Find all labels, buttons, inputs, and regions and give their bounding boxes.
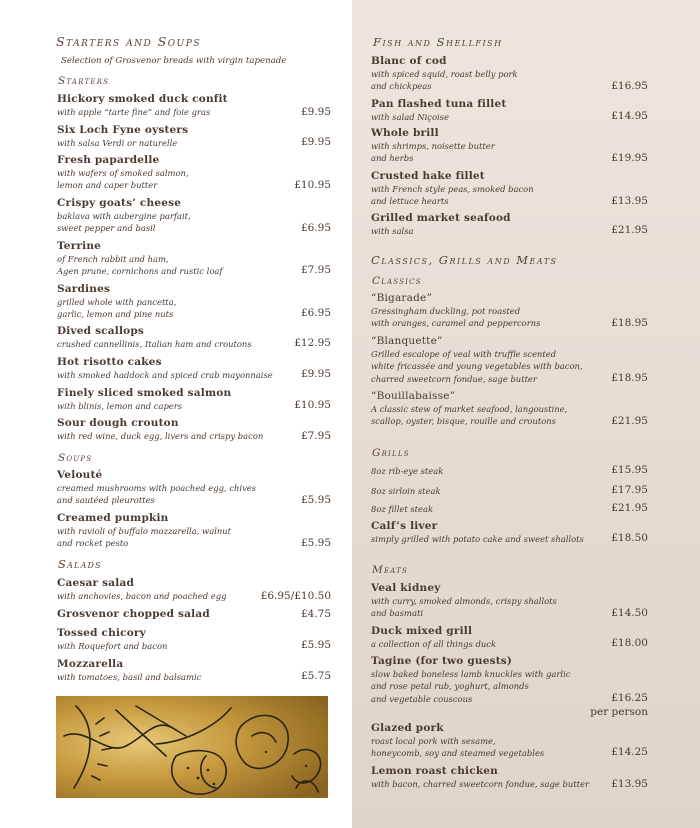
item-desc: and chickpeas (371, 81, 432, 92)
item-price: £16.95 (611, 80, 648, 92)
menu-item-hake-fillet (371, 170, 534, 208)
item-price: £6.95 (300, 307, 331, 319)
item-desc: with blinis, lemon and capers (57, 401, 183, 411)
item-name: Glazed pork (371, 722, 444, 734)
item-desc: of French rabbit and ham, (57, 254, 169, 264)
menu-item-mozzarella (57, 658, 201, 683)
item-name: Pan flashed tuna fillet (371, 98, 507, 110)
item-price: £5.75 (300, 670, 331, 682)
item-price: £21.95 (611, 415, 648, 427)
item-desc: lemon and caper butter (57, 180, 158, 191)
item-price: £12.95 (294, 337, 331, 349)
item-desc: and sautéed pleurottes (57, 495, 155, 506)
item-desc: grilled whole with pancetta, (57, 297, 177, 307)
item-desc: crushed cannellinis, Italian ham and croutons (57, 339, 252, 349)
item-desc: with apple “tarte fine” and foie gras (57, 107, 211, 117)
menu-item-terrine (57, 240, 222, 278)
item-price: £21.95 (611, 502, 648, 514)
item-name: Veal kidney (371, 582, 441, 594)
item-price: £14.25 (611, 746, 648, 758)
item-price: £19.95 (611, 152, 648, 164)
item-desc: Gressingham duckling, pot roasted (371, 306, 521, 316)
menu-item-tuna-fillet (371, 98, 506, 123)
item-price-note: per person (590, 706, 648, 718)
item-price: £6.95 (300, 222, 331, 234)
menu-item-risotto-cakes (57, 356, 273, 381)
menu-item-sour-dough-crouton (57, 417, 263, 442)
item-desc: with salsa Verdi or naturelle (57, 138, 178, 148)
item-price: £14.50 (611, 607, 648, 619)
menu-item-tossed-chicory (57, 627, 167, 652)
salads-heading: Salads (58, 557, 102, 571)
item-price: £17.95 (611, 484, 648, 496)
item-desc: and lettuce hearts (371, 196, 449, 207)
menu-item-oysters (57, 124, 188, 149)
item-price: £21.95 (611, 224, 648, 236)
item-name: Crusted hake fillet (371, 170, 485, 182)
menu-item-market-seafood (371, 212, 511, 237)
menu-item-duck-confit (57, 93, 228, 118)
item-desc: with French style peas, smoked bacon (371, 184, 534, 194)
item-desc: and rocket pesto (57, 538, 129, 549)
item-name: 8oz fillet steak (371, 504, 434, 514)
item-name: Fresh papardelle (57, 154, 160, 166)
menu-item-caesar-salad (57, 577, 226, 602)
menu-item-sardines (57, 283, 176, 321)
item-price: £13.95 (611, 778, 648, 790)
menu-item-rib-eye (371, 465, 443, 477)
item-desc: with anchovies, bacon and poached egg (57, 591, 227, 601)
item-name: “Bouillabaisse” (371, 390, 456, 402)
item-desc: and vegetable couscous (371, 693, 473, 704)
item-price: £9.95 (300, 106, 331, 118)
soups-heading: Soups (58, 452, 93, 464)
item-name: Hot risotto cakes (57, 356, 162, 368)
menu-item-veal-kidney (371, 582, 557, 620)
item-price: £7.95 (300, 264, 331, 276)
item-desc: with curry, smoked almonds, crispy shallots (371, 596, 557, 606)
item-desc: with shrimps, noisette butter (371, 141, 495, 151)
abstract-fruit-leaf-illustration (56, 696, 328, 798)
menu-item-duck-mixed-grill (371, 625, 496, 650)
item-desc: and herbs (371, 153, 414, 164)
menu-item-lemon-roast-chicken (371, 765, 589, 790)
item-price: £5.95 (300, 537, 331, 549)
item-desc: with tomatoes, basil and balsamic (57, 672, 202, 682)
item-desc: Grilled escalope of veal with truffle scented (371, 349, 557, 359)
meats-heading: Meats (372, 564, 408, 576)
item-price: £18.95 (611, 317, 648, 329)
item-name: Lemon roast chicken (371, 765, 499, 777)
item-name: Whole brill (371, 127, 439, 139)
item-price: £5.95 (300, 494, 331, 506)
item-desc: slow baked boneless lamb knuckles with garlic (371, 669, 571, 679)
menu-item-fillet-steak (371, 503, 433, 515)
menu-item-scallops (57, 325, 252, 350)
item-desc: with ravioli of buffalo mozzarella, walnut (57, 526, 232, 536)
item-name: “Bigarade” (371, 292, 433, 304)
menu-item-whole-brill (371, 127, 495, 165)
item-price: £14.95 (611, 110, 648, 122)
item-name: Terrine (57, 240, 102, 252)
artwork-svg (56, 696, 328, 798)
item-desc: white fricassée and young vegetables with bacon, (371, 361, 583, 372)
item-name: Grosvenor chopped salad (57, 608, 210, 620)
item-name: “Blanquette” (371, 335, 443, 347)
item-name: Crispy goats’ cheese (57, 197, 182, 209)
item-desc: honeycomb, soy and steamed vegetables (371, 748, 545, 759)
item-price: £18.00 (611, 637, 648, 649)
item-name: Blanc of cod (371, 55, 447, 67)
item-price: £9.95 (300, 368, 331, 380)
classics-grills-meats-heading: Classics, Grills and Meats (371, 253, 558, 267)
item-price: £18.95 (611, 372, 648, 384)
classics-heading: Classics (372, 275, 422, 287)
item-name: Mozzarella (57, 658, 124, 670)
item-desc: Agen prune, cornichons and rustic loaf (57, 266, 223, 277)
item-name: Duck mixed grill (371, 625, 473, 637)
item-price: £7.95 (300, 430, 331, 442)
item-desc: with oranges, caramel and peppercorns (371, 318, 541, 329)
item-price: £10.95 (294, 179, 331, 191)
starters-heading: Starters (58, 75, 110, 87)
item-desc: with smoked haddock and spiced crab mayonnaise (57, 370, 273, 380)
item-name: Grilled market seafood (371, 212, 511, 224)
item-price: £16.25 (611, 692, 648, 704)
bread-note: Selection of Grosvenor breads with virgin tapenade (61, 56, 287, 66)
item-desc: with red wine, duck egg, livers and crispy bacon (57, 431, 264, 441)
item-desc: with bacon, charred sweetcorn fondue, sage butter (371, 779, 589, 789)
item-price: £5.95 (300, 639, 331, 651)
starters-and-soups-heading: Starters and Soups (56, 34, 201, 49)
item-desc: A classic stew of market seafood, langoustine, (371, 404, 568, 414)
item-name: Dived scallops (57, 325, 145, 337)
item-desc: creamed mushrooms with poached egg, chives (57, 483, 257, 493)
grills-heading: Grills (372, 447, 410, 459)
item-desc: and basmati (371, 608, 424, 619)
item-name: Creamed pumpkin (57, 512, 169, 524)
menu-item-papardelle (57, 154, 189, 192)
item-price: £9.95 (300, 136, 331, 148)
item-desc: a collection of all things duck (371, 639, 497, 649)
menu-item-veloute (57, 469, 256, 507)
menu-item-bigarade (371, 292, 540, 330)
item-desc: and rose petal rub, yoghurt, almonds (371, 681, 529, 692)
item-name: Calf’s liver (371, 520, 438, 532)
item-desc: sweet pepper and basil (57, 223, 156, 234)
item-desc: with spiced squid, roast belly pork (371, 69, 518, 79)
item-desc: charred sweetcorn fondue, sage butter (371, 373, 537, 384)
menu-item-blanc-of-cod (371, 55, 518, 93)
item-desc: with wafers of smoked salmon, (57, 168, 189, 178)
item-desc: with salsa (371, 226, 414, 236)
item-desc: scallop, oyster, bisque, rouille and croutons (371, 416, 556, 427)
item-desc: simply grilled with potato cake and sweet shallots (371, 534, 584, 544)
menu-item-chopped-salad (57, 608, 210, 621)
item-price: £18.50 (611, 532, 648, 544)
menu-item-tagine (371, 655, 570, 705)
item-name: Tagine (for two guests) (371, 655, 513, 667)
item-name: Sardines (57, 283, 111, 295)
fish-heading: Fish and Shellfish (373, 35, 503, 49)
item-price: £6.95/£10.50 (260, 590, 331, 602)
item-name: Velouté (57, 469, 103, 481)
item-desc: baklava with aubergine parfait, (57, 211, 191, 221)
item-price: £4.75 (300, 608, 331, 620)
menu-item-blanquette (371, 335, 583, 385)
item-name: 8oz rib-eye steak (371, 466, 444, 476)
item-name: Hickory smoked duck confit (57, 93, 228, 105)
item-name: 8oz sirloin steak (371, 486, 441, 496)
item-desc: with Roquefort and bacon (57, 641, 168, 651)
item-name: Finely sliced smoked salmon (57, 387, 232, 399)
item-name: Caesar salad (57, 577, 134, 589)
item-price: £13.95 (611, 195, 648, 207)
menu-item-sirloin (371, 485, 441, 497)
item-name: Tossed chicory (57, 627, 146, 639)
item-desc: roast local pork with sesame, (371, 736, 496, 746)
menu-item-calfs-liver (371, 520, 584, 545)
menu-item-smoked-salmon (57, 387, 231, 412)
menu-item-creamed-pumpkin (57, 512, 231, 550)
item-desc: with salad Niçoise (371, 112, 449, 122)
menu-item-bouillabaisse (371, 390, 567, 428)
menu-item-goats-cheese (57, 197, 191, 235)
menu-item-glazed-pork (371, 722, 544, 760)
item-desc: garlic, lemon and pine nuts (57, 309, 174, 320)
item-price: £15.95 (611, 464, 648, 476)
item-name: Six Loch Fyne oysters (57, 124, 189, 136)
item-price: £10.95 (294, 399, 331, 411)
item-name: Sour dough crouton (57, 417, 179, 429)
